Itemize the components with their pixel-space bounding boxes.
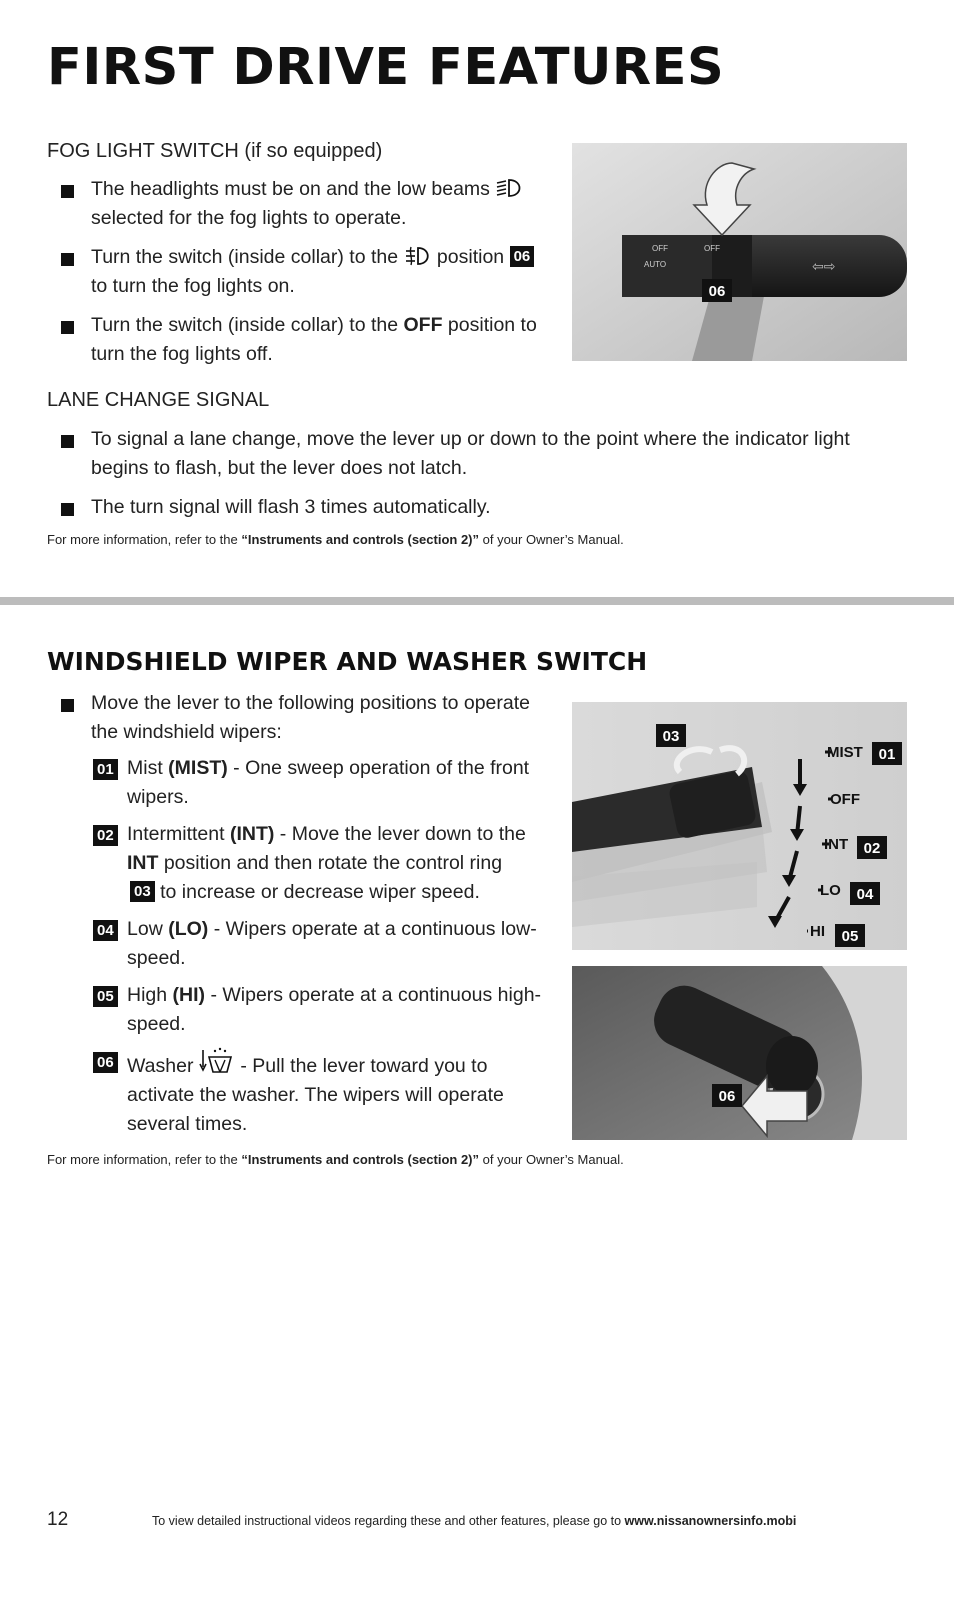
position-badge: 02 <box>863 840 881 857</box>
position-label: LO <box>820 882 841 899</box>
step-badge: 04 <box>93 920 118 941</box>
wiper-positions-diagram <box>572 702 907 950</box>
washer-pull-illustration <box>572 966 907 1140</box>
svg-text:AUTO: AUTO <box>644 260 667 269</box>
position-badge: 04 <box>856 886 874 903</box>
position-badge: 05 <box>841 928 859 945</box>
step-badge: 05 <box>93 986 118 1007</box>
list-item: The turn signal will flash 3 times automatically. <box>47 493 877 522</box>
bullet-square <box>61 435 74 448</box>
bullet-square <box>61 503 74 516</box>
arrow-head <box>790 829 804 841</box>
svg-text:OFF: OFF <box>704 244 720 253</box>
position-badge: 01 <box>878 746 896 763</box>
position-label: INT <box>824 836 849 853</box>
fog-light-bullets <box>47 175 547 379</box>
step-badge: 02 <box>93 825 118 846</box>
step-item: 05 High (HI) - Wipers operate at a continuous high-speed. <box>93 981 553 1039</box>
washer-photo <box>572 966 907 1140</box>
section-divider <box>0 597 954 605</box>
footer-note: To view detailed instructional videos regarding these and other features, please go to www.nissanownersinfo.mobi <box>152 1514 797 1528</box>
arrow-head <box>782 875 796 887</box>
wiper-steps <box>93 754 553 1147</box>
step-badge: 03 <box>130 881 155 902</box>
list-item: The headlights must be on and the low beams selected for the fog lights to operate. <box>47 175 547 233</box>
fog-light-switch-photo <box>572 143 907 361</box>
washer-icon <box>199 1047 235 1075</box>
bullet-square <box>61 321 74 334</box>
list-item: Move the lever to the following positions to operate the windshield wipers: <box>47 689 547 747</box>
footnote-reference: For more information, refer to the “Instruments and controls (section 2)” of your Owner’s Manual. <box>47 532 624 547</box>
arrow-head <box>768 916 782 928</box>
photo-callout-badge: 06 <box>708 283 726 300</box>
bullet-square <box>61 699 74 712</box>
lane-change-bullets <box>47 425 877 532</box>
arrow-head <box>793 784 807 796</box>
footer-url[interactable]: www.nissanownersinfo.mobi <box>624 1514 797 1528</box>
callout-badge: 06 <box>510 246 535 267</box>
low-beam-icon <box>495 178 525 198</box>
wiper-intro <box>47 689 547 757</box>
step-item: 04 Low (LO) - Wipers operate at a continuous low-speed. <box>93 915 553 973</box>
list-item: Turn the switch (inside collar) to the OFF position to turn the fog lights off. <box>47 311 547 369</box>
fog-light-icon <box>404 246 432 266</box>
position-arrows <box>572 702 907 950</box>
lane-change-heading: LANE CHANGE SIGNAL <box>47 389 270 411</box>
wiper-section-heading: WINDSHIELD WIPER AND WASHER SWITCH <box>47 647 648 676</box>
position-label: MIST <box>827 744 863 761</box>
step-badge: 06 <box>93 1052 118 1073</box>
ring-callout-badge: 03 <box>662 728 680 745</box>
list-item: Turn the switch (inside collar) to the position 06 to turn the fog lights on. <box>47 243 547 301</box>
step-item: 06 Washer - Pull the lever toward you to activate the washer. The wipers will operate several times. <box>93 1047 553 1139</box>
page-number: 12 <box>47 1509 69 1530</box>
washer-callout-badge: 06 <box>718 1088 736 1105</box>
fog-light-heading: FOG LIGHT SWITCH (if so equipped) <box>47 140 383 162</box>
footnote-reference: For more information, refer to the “Instruments and controls (section 2)” of your Owner’s Manual. <box>47 1152 624 1167</box>
stalk-illustration <box>572 143 907 361</box>
step-item: 01 Mist (MIST) - One sweep operation of the front wipers. <box>93 754 553 812</box>
step-badge: 01 <box>93 759 118 780</box>
svg-text:⇦⇨: ⇦⇨ <box>812 259 836 275</box>
list-item: To signal a lane change, move the lever up or down to the point where the indicator light begins to flash, but the lever does not latch. <box>47 425 877 483</box>
position-label: OFF <box>830 791 860 808</box>
bullet-square <box>61 185 74 198</box>
page-title: FIRST DRIVE FEATURES <box>47 38 725 97</box>
bullet-square <box>61 253 74 266</box>
svg-text:OFF: OFF <box>652 244 668 253</box>
position-label: HI <box>810 923 825 940</box>
step-item: 02 Intermittent (INT) - Move the lever down to the INT position and then rotate the control ring 03 to increase or decrease wiper speed. <box>93 820 553 907</box>
